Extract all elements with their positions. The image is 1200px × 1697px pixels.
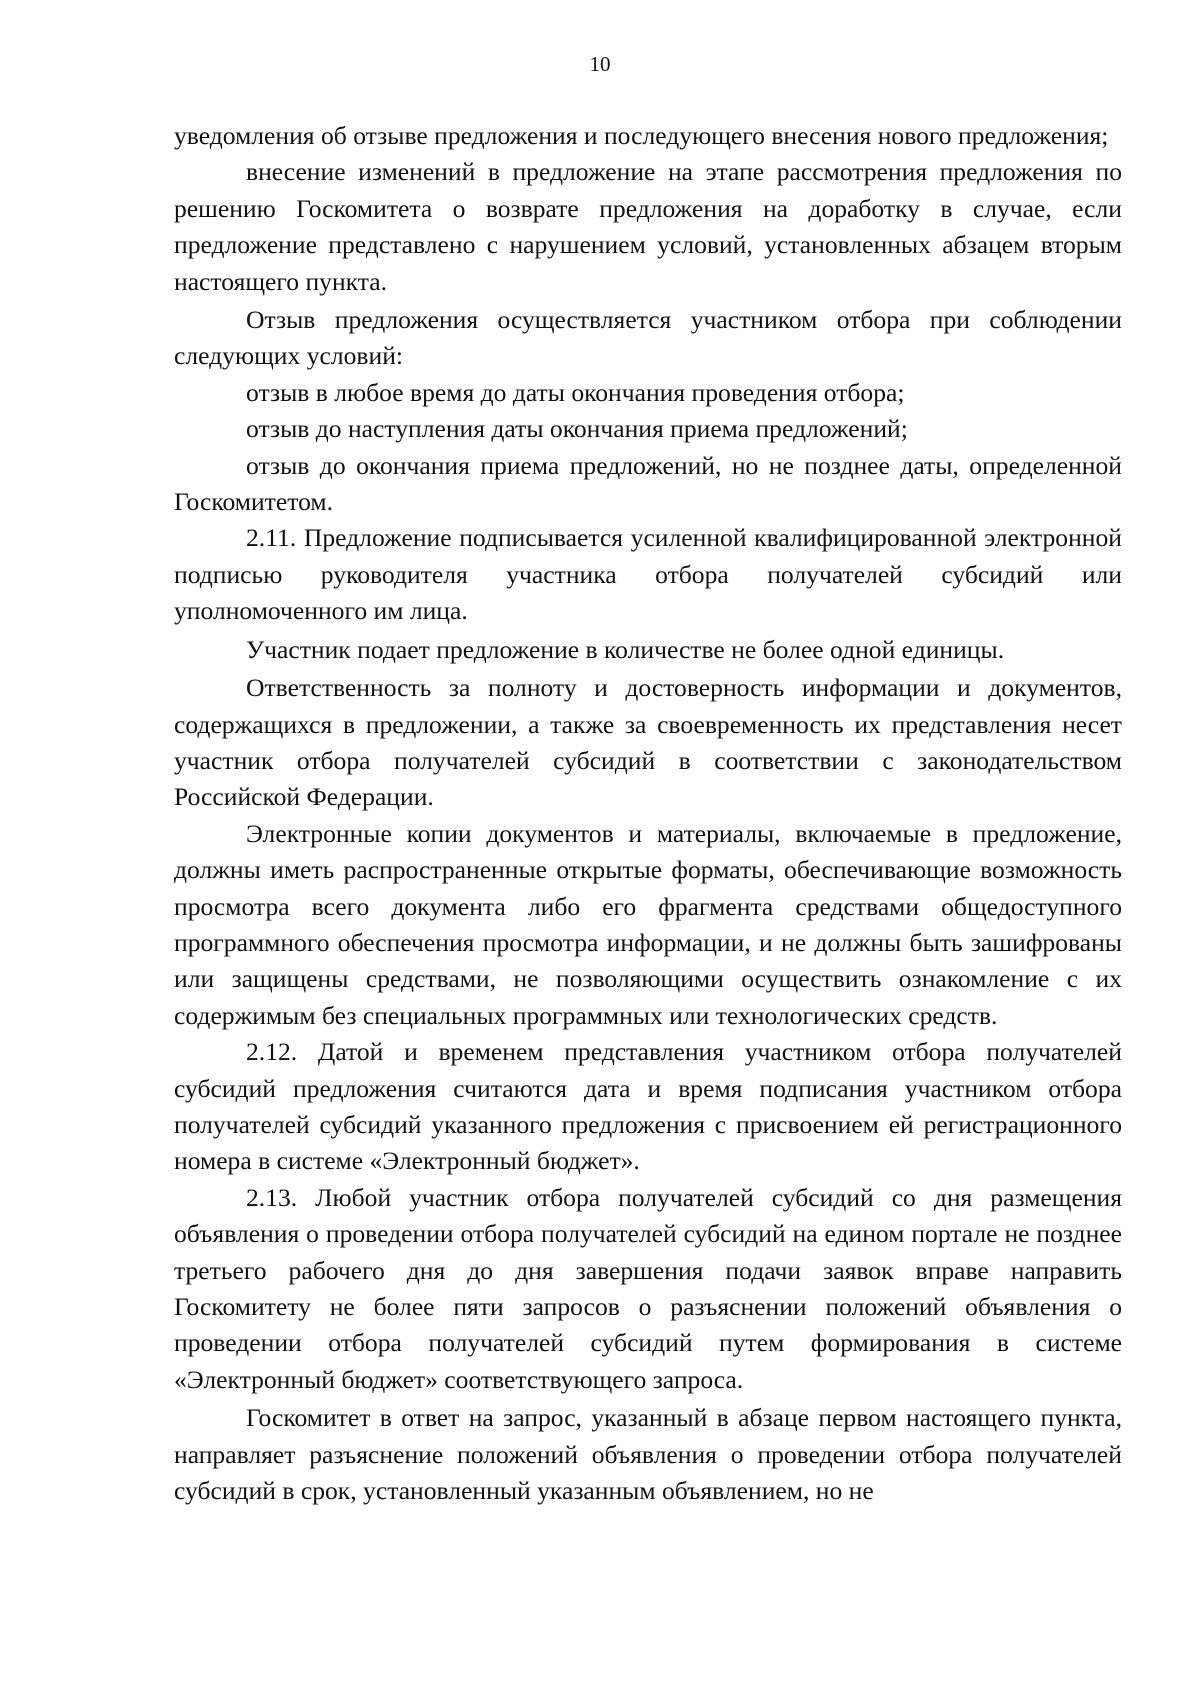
paragraph: Отзыв предложения осуществляется участником отбора при соблюдении следующих условий: <box>174 305 1122 371</box>
paragraph: отзыв до наступления даты окончания приема предложений; <box>246 414 908 444</box>
paragraph: Участник подает предложение в количестве не более одной единицы. <box>246 634 1005 664</box>
paragraph: Электронные копии документов и материалы, включаемые в предложение, должны иметь распространенные открытые форматы, обеспечивающие возможность просмотра всего документа либо его фрагмента средствами общедоступного программного обеспечения просмотра информации, и не должны быть зашифрованы или защищены средствами, не позволяющими осуществить ознакомление с их содержимым без специальных программных или технологических средств. <box>174 818 1122 1030</box>
document-body <box>174 118 1122 1509</box>
paragraph: Госкомитет в ответ на запрос, указанный в абзаце первом настоящего пункта, направляет разъяснение положений объявления о проведении отбора получателей субсидий в срок, установленный указанным объявлением, но не <box>174 1403 1122 1506</box>
paragraph: внесение изменений в предложение на этапе рассмотрения предложения по решению Госкомитета о возврате предложения на доработку в случае, если предложение представлено с нарушением условий, установленных абзацем вторым настоящего пункта. <box>174 157 1122 296</box>
page-number: 10 <box>589 52 611 76</box>
paragraph: 2.11. Предложение подписывается усиленной квалифицированной электронной подписью руководителя участника отбора получателей субсидий или уполномоченного им лица. <box>174 523 1122 626</box>
paragraph: отзыв в любое время до даты окончания проведения отбора; <box>246 377 905 407</box>
paragraph: 2.13. Любой участник отбора получателей субсидий со дня размещения объявления о проведении отбора получателей субсидий на едином портале не позднее третьего рабочего дня до дня завершения подачи заявок вправе направить Госкомитету не более пяти запросов о разъяснении положений объявления о проведении отбора получателей субсидий путем формирования в системе «Электронный бюджет» соответствующего запроса. <box>174 1182 1122 1394</box>
paragraph: отзыв до окончания приема предложений, но не позднее даты, определенной Госкомитетом. <box>174 450 1122 517</box>
paragraph: 2.12. Датой и временем представления участником отбора получателей субсидий предложения считаются дата и время подписания участником отбора получателей субсидий указанного предложения с присвоением ей регистрационного номера в системе «Электронный бюджет». <box>174 1037 1122 1176</box>
paragraph: уведомления об отзыве предложения и последующего внесения нового предложения; <box>174 121 1109 150</box>
paragraph: Ответственность за полноту и достоверность информации и документов, содержащихся в предложении, а также за своевременность их представления несет участник отбора получателей субсидий в соответствии с законодательством Российской Федерации. <box>174 673 1122 812</box>
